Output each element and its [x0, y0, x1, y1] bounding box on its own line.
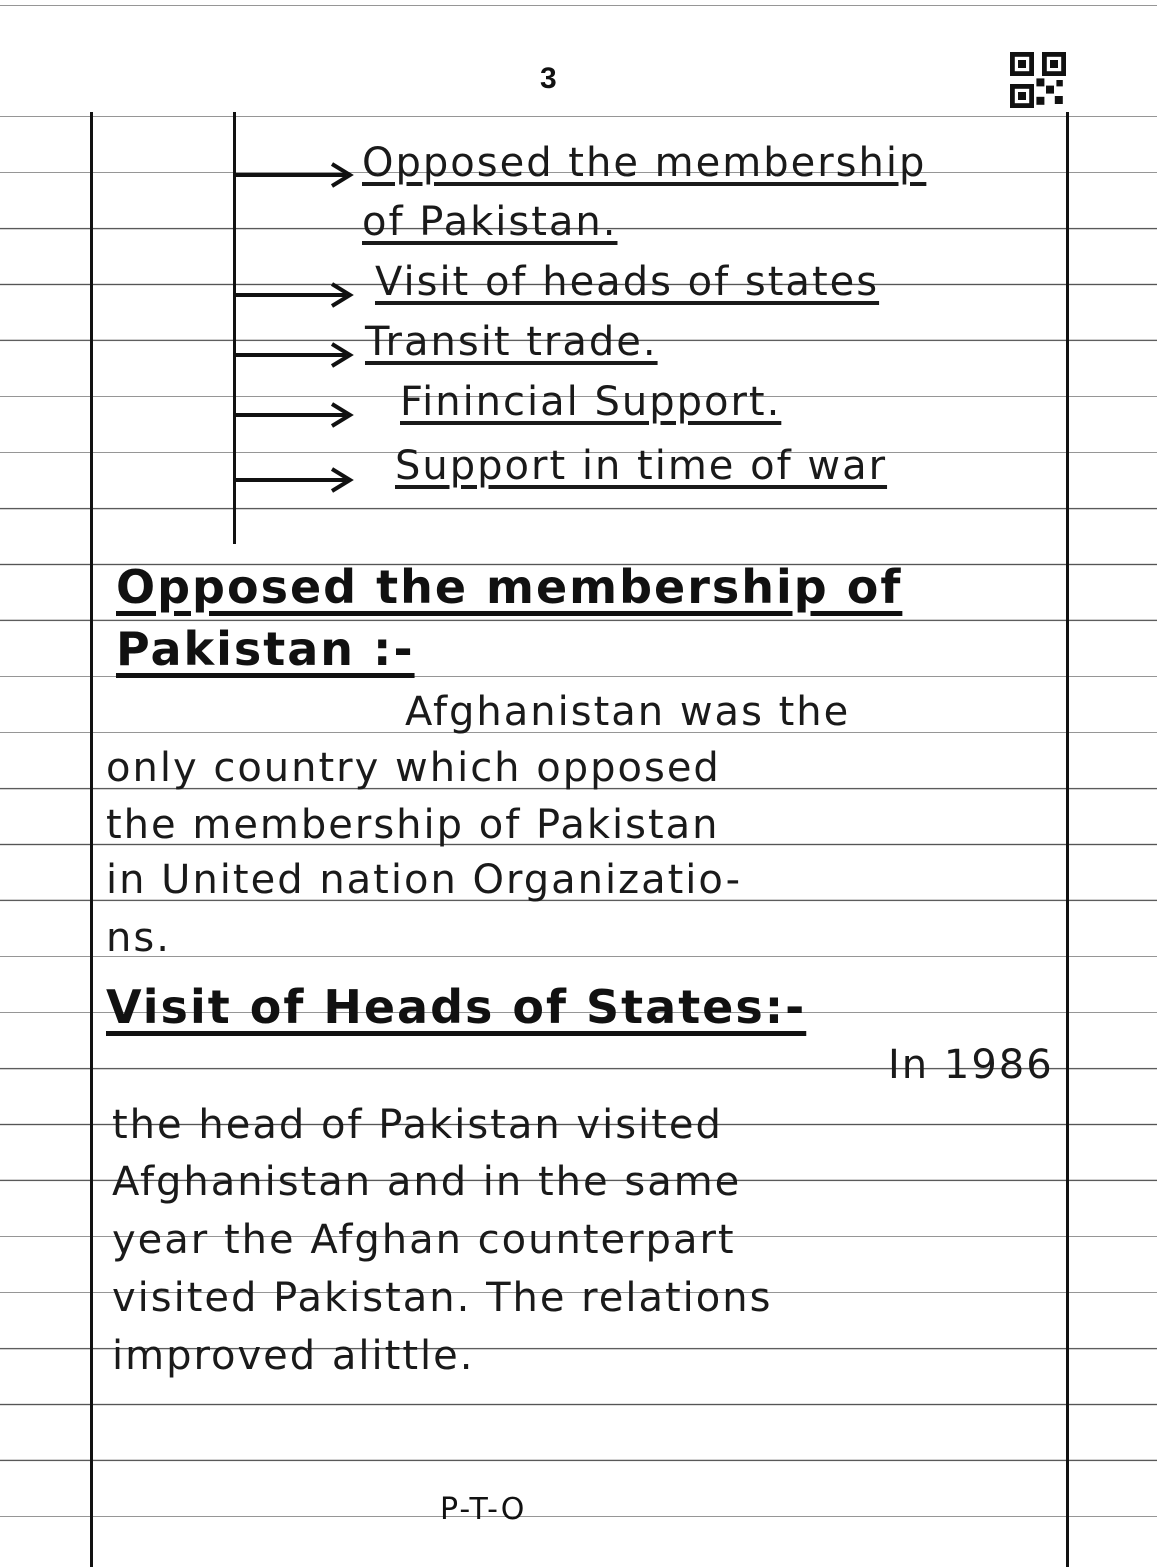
left-margin-line — [90, 112, 93, 1567]
arrow-icon — [236, 340, 356, 370]
list-item-label: Finincial Support. — [400, 379, 782, 425]
page-number: 3 — [540, 62, 557, 95]
arrow-icon — [236, 160, 356, 190]
body-line: the head of Pakistan visited — [112, 1102, 723, 1148]
body-line: Afghanistan was the — [405, 689, 851, 735]
list-item-label: Transit trade. — [365, 319, 658, 365]
list-item-label-continued: of Pakistan. — [362, 199, 618, 245]
qr-code-icon — [1010, 52, 1066, 108]
section-heading-continued: Pakistan :- — [116, 622, 415, 676]
list-item-label: Visit of heads of states — [375, 259, 880, 305]
body-line: year the Afghan counterpart — [112, 1217, 736, 1263]
body-line: improved alittle. — [112, 1333, 475, 1379]
body-line: the membership of Pakistan — [106, 802, 720, 848]
section-heading: Opposed the membership of — [116, 560, 903, 614]
page-footer: P-T-O — [440, 1492, 527, 1527]
body-line: ns. — [106, 915, 171, 961]
body-line: In 1986 — [888, 1042, 1054, 1088]
body-line: Afghanistan and in the same — [112, 1159, 742, 1205]
list-item-label: Support in time of war — [395, 443, 888, 489]
body-line: in United nation Organizatio- — [106, 857, 743, 903]
list-item-label: Opposed the membership — [362, 140, 927, 186]
arrow-icon — [236, 280, 356, 310]
body-line: visited Pakistan. The relations — [112, 1275, 773, 1321]
arrow-icon — [236, 400, 356, 430]
right-margin-line — [1066, 112, 1069, 1567]
body-line: only country which opposed — [106, 745, 721, 791]
section-heading: Visit of Heads of States:- — [106, 980, 807, 1034]
arrow-icon — [236, 465, 356, 495]
